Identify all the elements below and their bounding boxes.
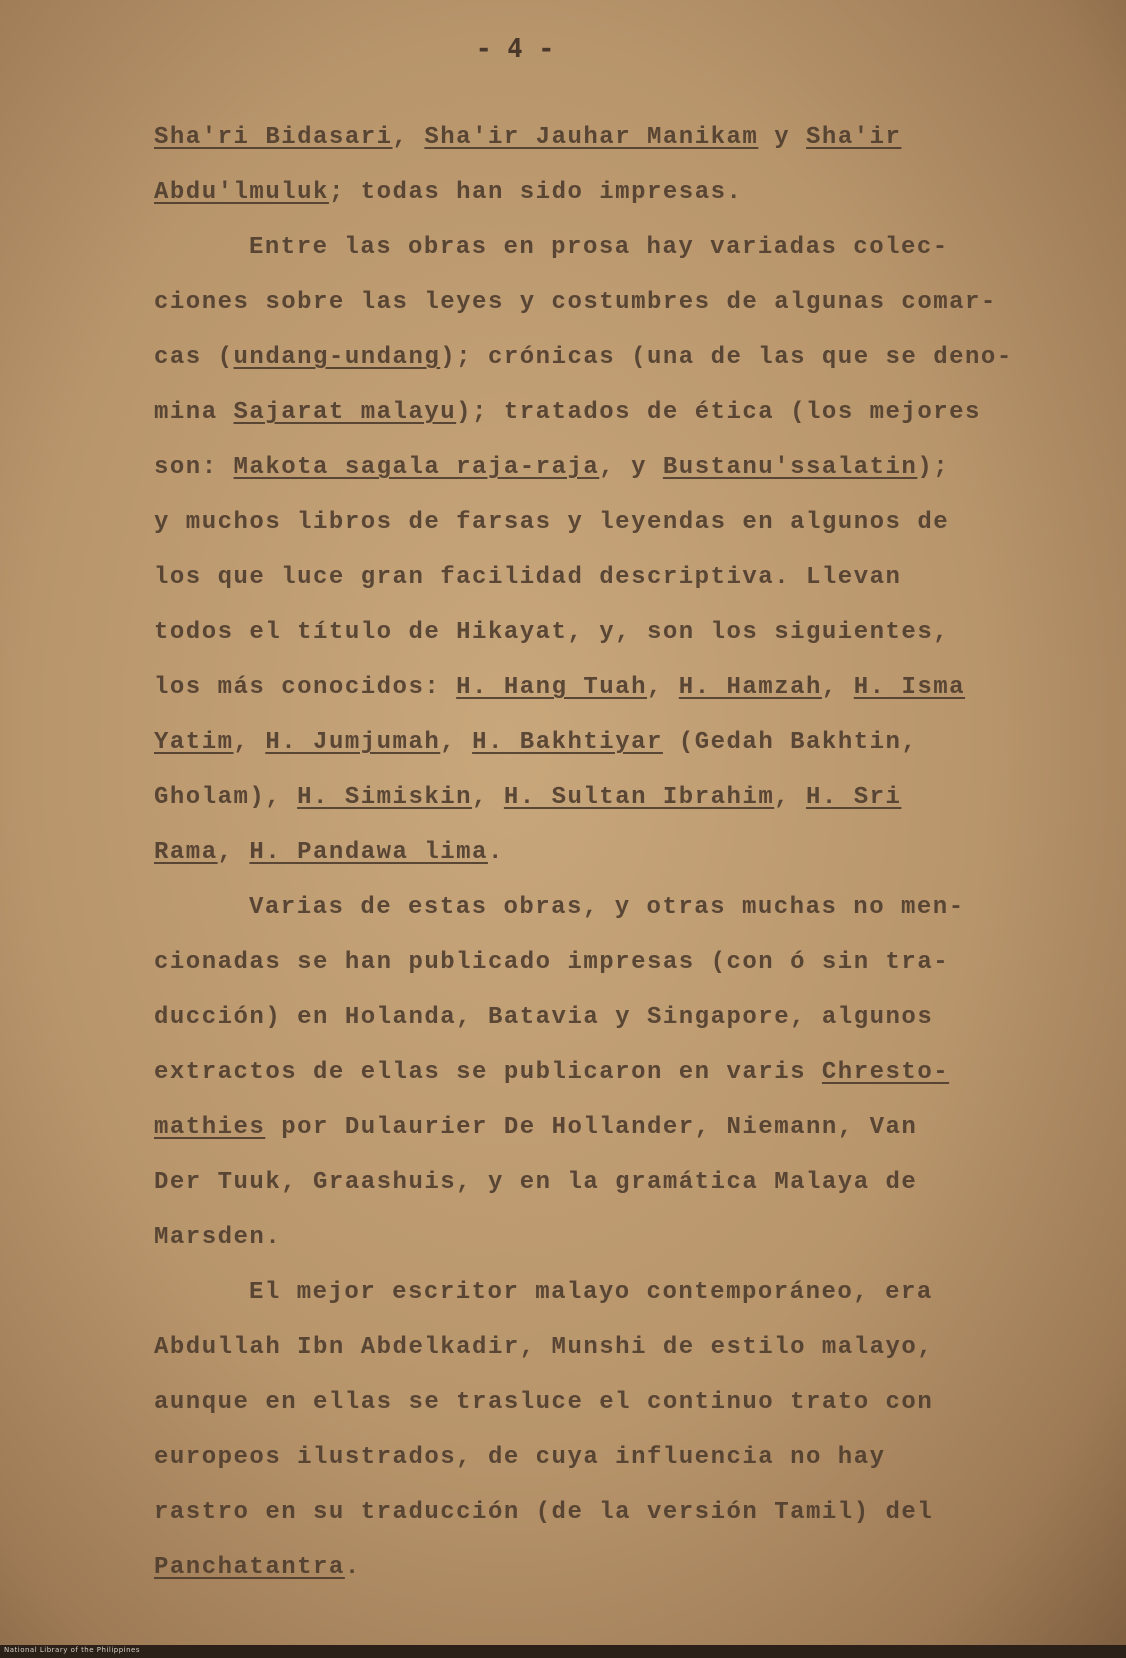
text-line [154,660,1034,715]
underlined-title: mathies [154,1114,266,1141]
body-text [154,110,1034,1595]
text-line [154,990,1034,1045]
underlined-title: H. Sultan Ibrahim [503,784,775,811]
footer-credit: National Library of the Philippines [4,1646,140,1654]
text-segment: , [821,674,854,701]
underlined-title: undang-undang [233,344,441,371]
text-line [154,495,1034,550]
text-segment: Abdullah Ibn Abdelkadir, Munshi de estilo malayo, [154,1334,934,1361]
text-segment: todos el título de Hikayat, y, son los siguientes, [154,619,950,646]
text-segment: Varias de estas obras, y otras muchas no men- [249,894,965,921]
text-segment: , [472,784,504,811]
text-segment: , [392,124,425,151]
text-segment: rastro en su traducción (de la versión Tamil) del [154,1499,934,1526]
text-segment: cionadas se han publicado impresas (con ó sin tra- [154,949,950,976]
underlined-title: H. Isma [853,674,966,701]
text-line [154,165,1034,220]
underlined-title: Rama [154,839,218,866]
text-line [154,880,1034,935]
text-segment: ducción) en Holanda, Batavia y Singapore, algunos [154,1004,934,1031]
text-line [154,110,1034,165]
text-segment: ); [917,454,950,481]
text-line [154,935,1034,990]
text-line [154,1155,1034,1210]
underlined-title: Sha'ir Jauhar Manikam [424,124,759,151]
text-segment: europeos ilustrados, de cuya influencia no hay [154,1444,886,1471]
text-segment: y [758,124,807,151]
text-segment: , [217,839,250,866]
text-segment: , [774,784,807,811]
underlined-title: Panchatantra [154,1554,345,1581]
underlined-title: H. Bakhtiyar [472,729,663,756]
text-segment: . [344,1554,361,1581]
text-line [154,220,1034,275]
text-segment: extractos de ellas se publicaron en varis [154,1059,822,1086]
text-segment: y muchos libros de farsas y leyendas en algunos de [154,509,950,536]
text-line [154,770,1034,825]
text-line [154,1100,1034,1155]
text-segment: Der Tuuk, Graashuis, y en la gramática Malaya de [154,1169,918,1196]
text-line [154,1210,1034,1265]
text-segment: , [440,729,473,756]
text-segment: cas ( [154,344,234,371]
text-line [154,550,1034,605]
underlined-title: Chresto- [821,1059,950,1086]
underlined-title: Sha'ri Bidasari [154,124,393,151]
text-line [154,1540,1034,1595]
underlined-title: H. Simiskin [297,784,473,811]
text-line [154,385,1034,440]
text-line [154,1320,1034,1375]
underlined-title: Makota sagala raja-raja [233,454,600,481]
page-number: - 4 - [475,34,555,64]
underlined-title: Yatim [154,729,234,756]
text-line [154,605,1034,660]
text-segment: Entre las obras en prosa hay variadas colec- [249,234,949,261]
text-segment: El mejor escritor malayo contemporáneo, era [249,1279,933,1306]
underlined-title: Bustanu'ssalatin [662,454,918,481]
text-segment: (Gedah Bakhtin, [662,729,918,756]
text-segment: , y [599,454,663,481]
underlined-title: Abdu'lmuluk [154,179,329,206]
text-segment: . [487,839,504,866]
underlined-title: Sha'ir [806,124,902,151]
underlined-title: H. Hang Tuah [456,674,647,701]
text-segment: los que luce gran facilidad descriptiva. Llevan [154,564,902,591]
text-segment: ciones sobre las leyes y costumbres de algunas comar- [154,289,997,316]
text-line [154,1485,1034,1540]
text-line [154,825,1034,880]
text-segment: , [233,729,266,756]
text-line [154,1375,1034,1430]
text-segment: ; todas han sido impresas. [328,179,743,206]
text-segment: los más conocidos: [154,674,457,701]
text-segment: , [646,674,679,701]
underlined-title: H. Sri [806,784,902,811]
text-line [154,330,1034,385]
text-segment: Marsden. [154,1224,282,1251]
underlined-title: H. Jumjumah [265,729,441,756]
text-line [154,1045,1034,1100]
text-segment: mina [154,399,234,426]
text-segment: Gholam), [154,784,298,811]
text-line [154,715,1034,770]
underlined-title: H. Pandawa lima [249,839,488,866]
text-line [154,1265,1034,1320]
underlined-title: H. Hamzah [678,674,822,701]
text-line [154,275,1034,330]
text-segment: son: [154,454,234,481]
text-line [154,1430,1034,1485]
text-segment: ); tratados de ética (los mejores [456,399,981,426]
underlined-title: Sajarat malayu [233,399,457,426]
text-segment: aunque en ellas se trasluce el continuo trato con [154,1389,934,1416]
text-segment: ); crónicas (una de las que se deno- [440,344,1013,371]
text-segment: por Dulaurier De Hollander, Niemann, Van [265,1114,918,1141]
text-line [154,440,1034,495]
